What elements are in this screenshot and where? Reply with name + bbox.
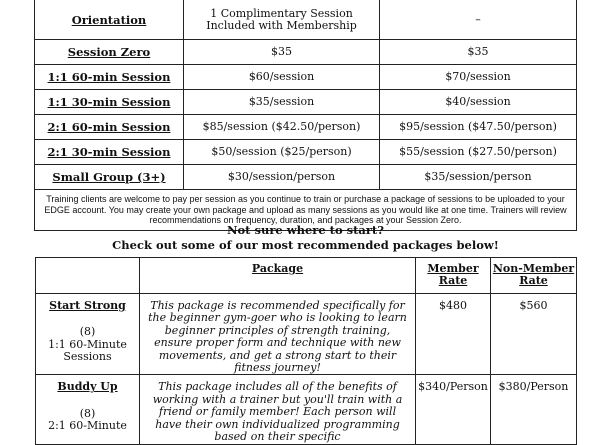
session-type-label: Session Zero (35, 40, 184, 65)
header-empty-cell (36, 258, 140, 294)
package-detail: 1:1 60-Minute (48, 337, 127, 351)
pricing-row (35, 90, 577, 115)
member-price: $60/session (184, 65, 380, 90)
package-nonmember-rate: $560 (491, 294, 577, 375)
pricing-table (34, 0, 577, 231)
member-price: $50/session ($25/person) (184, 140, 380, 165)
package-row (36, 375, 577, 445)
session-type-label: 2:1 30-min Session (35, 140, 184, 165)
nonmember-price: $35/session/person (380, 165, 577, 190)
session-type-label: 2:1 60-min Session (35, 115, 184, 140)
pricing-row (35, 165, 577, 190)
recommend-heading: Not sure where to start? (226, 223, 384, 237)
package-name: Buddy Up (57, 380, 118, 394)
header-line: Non-Member (492, 262, 575, 275)
packages-table (35, 257, 577, 445)
header-line: Rate (519, 274, 548, 288)
session-type-label: Orientation (35, 0, 184, 40)
package-member-rate: $480 (416, 294, 491, 375)
member-price: $35 (184, 40, 380, 65)
pricing-row (35, 140, 577, 165)
member-price-line: Included with Membership (206, 19, 357, 32)
package-description: This package is recommended specifically for the beginner gym-goer who is looking to learn beginner principles of strength training, ensure proper form and technique with new movements, and get a strong start to their fitness journey! (140, 294, 416, 375)
nonmember-price: $35 (380, 40, 577, 65)
package-detail: Sessions (63, 350, 112, 364)
package-name: Start Strong (49, 299, 126, 312)
header-nonmember-rate (491, 258, 577, 294)
package-nonmember-rate: $380/Person (491, 375, 577, 445)
package-row (36, 294, 577, 375)
pricing-row (35, 115, 577, 140)
nonmember-price: $40/session (380, 90, 577, 115)
package-count: (8) (79, 325, 96, 339)
recommend-subheading: Check out some of our most recommended packages below! (112, 238, 499, 252)
nonmember-price: – (380, 0, 577, 40)
pricing-row (35, 65, 577, 90)
package-count: (8) (79, 406, 96, 420)
package-detail: 2:1 60-Minute (48, 419, 127, 433)
package-description: This package includes all of the benefits of working with a trainer but you'll train with a friend or family member! Each person will have their own individualized programming based on their specific (140, 375, 416, 445)
package-name-cell (36, 375, 140, 445)
member-price: $30/session/person (184, 165, 380, 190)
header-member-rate (416, 258, 491, 294)
pricing-note: Training clients are welcome to pay per session as you continue to train or purchase a package of sessions to be uploaded to your EDGE account. You may create your own package and upload as many sessions as you would like at one time. Trainers will review recommendations on frequency, duration, and packages at your Session Zero. (35, 190, 577, 231)
member-price-line: 1 Complimentary Session (210, 7, 353, 20)
header-line: Rate (438, 274, 468, 288)
session-type-label: Small Group (3+) (35, 165, 184, 190)
nonmember-price: $95/session ($47.50/person) (380, 115, 577, 140)
packages-header-row (36, 258, 577, 294)
session-type-label: 1:1 30-min Session (35, 90, 184, 115)
member-price (184, 0, 380, 40)
pricing-row (35, 0, 577, 40)
package-member-rate: $340/Person (416, 375, 491, 445)
member-price: $35/session (184, 90, 380, 115)
header-package: Package (140, 258, 416, 294)
member-price: $85/session ($42.50/person) (184, 115, 380, 140)
header-line: Member (427, 262, 479, 275)
package-name-cell (36, 294, 140, 375)
pricing-row (35, 40, 577, 65)
nonmember-price: $55/session ($27.50/person) (380, 140, 577, 165)
session-type-label: 1:1 60-min Session (35, 65, 184, 90)
nonmember-price: $70/session (380, 65, 577, 90)
